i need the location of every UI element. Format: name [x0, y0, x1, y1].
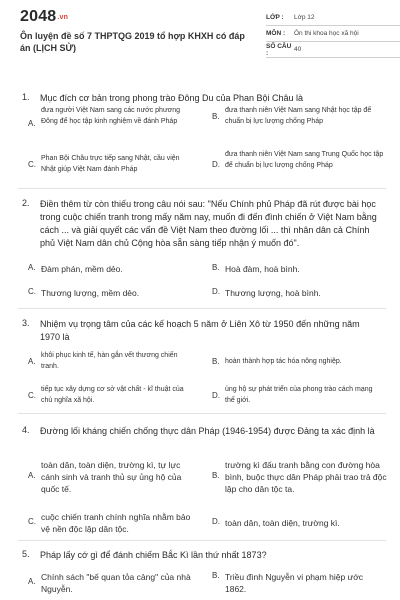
- option-letter: B.: [212, 471, 220, 480]
- option-letter: B.: [212, 357, 220, 366]
- meta-info: [266, 10, 400, 58]
- meta-value: Lớp 12: [294, 14, 315, 21]
- option-letter: B.: [212, 112, 220, 121]
- option-text: ủng hộ sự phát triển của phong trào cách mạng thế giới.: [225, 386, 373, 404]
- option-text: đưa thanh niên Việt Nam sang Trung Quốc học tập để chuẩn bị lực lượng chống Pháp: [225, 151, 384, 169]
- question-text: Mục đích cơ bản trong phong trào Đông Du của Phan Bội Châu là: [40, 93, 304, 103]
- option-letter: C.: [28, 391, 36, 400]
- option-text: Thương lượng, hoà bình.: [225, 288, 321, 298]
- meta-label: MÔN :: [266, 30, 286, 37]
- option-text: Phan Bội Châu trực tiếp sang Nhật, cầu viện Nhật giúp Việt Nam đánh Pháp: [41, 155, 180, 173]
- option-text: toàn dân, toàn diện, trường kì, tự lực cánh sinh và tranh thủ sự ủng hộ của quốc tế.: [41, 460, 182, 494]
- option-letter: D.: [212, 160, 220, 169]
- option-text: đưa thanh niên Việt Nam sang Nhật học tập để chuẩn bị lực lượng chống Pháp: [225, 107, 372, 125]
- question-number: 1.: [22, 92, 30, 102]
- option-letter: D.: [212, 391, 220, 400]
- option-text: cuộc chiến tranh chính nghĩa nhằm bảo vệ nền độc lập dân tộc.: [41, 512, 191, 534]
- divider: [18, 540, 386, 541]
- meta-row-class: [266, 10, 400, 26]
- option-text: Triều đình Nguyễn vi phạm hiệp ước 1862.: [225, 572, 364, 594]
- option-text: Thương lượng, mềm dẻo.: [41, 288, 140, 298]
- option-letter: A.: [28, 119, 36, 128]
- option-text: toàn dân, toàn diện, trường kì.: [225, 518, 340, 528]
- document-title: Ôn luyện đề số 7 THPTQG 2019 tổ hợp KHXH có đáp án (LỊCH SỬ): [20, 31, 245, 53]
- option-letter: A.: [28, 263, 36, 272]
- question-number: 3.: [22, 318, 30, 328]
- option-text: hoàn thành hợp tác hóa nông nghiệp.: [225, 358, 342, 365]
- option-letter: B.: [212, 571, 220, 580]
- option-letter: C.: [28, 160, 36, 169]
- question-text: Pháp lấy cớ gì để đánh chiếm Bắc Kì lần thứ nhất 1873?: [40, 550, 267, 560]
- option-text: đưa người Việt Nam sang các nước phương Đông để học tập kinh nghiệm về đánh Pháp: [41, 107, 181, 125]
- divider: [18, 413, 386, 414]
- option-letter: A.: [28, 471, 36, 480]
- logo-main: 2048: [20, 8, 57, 25]
- option-letter: A.: [28, 577, 36, 586]
- question-text: Đường lối kháng chiến chống thực dân Pháp (1946-1954) được Đảng ta xác định là: [40, 426, 375, 436]
- option-text: khôi phục kinh tế, hàn gắn vết thương chiến tranh.: [41, 352, 178, 370]
- question-number: 4.: [22, 425, 30, 435]
- question-number: 5.: [22, 549, 30, 559]
- option-text: Đàm phán, mềm dẻo.: [41, 264, 123, 274]
- meta-label: SỐ CÂU :: [266, 42, 292, 57]
- question-text: Điền thêm từ còn thiếu trong câu nói sau: "Nếu Chính phủ Pháp đã rút được bài học trong cuộc chiến tranh trong mấy năm nay, muốn đi đến đình chiến ở Việt Nam bằng cách ... và giải quyết các vấn đề Việt Nam theo đường lối ... thì nhân dân cả Chính phủ Việt Nam dân chủ Cộng hòa sẵn sàng tiếp nhận ý muốn đó".: [40, 199, 377, 248]
- option-letter: D.: [212, 517, 220, 526]
- option-letter: A.: [28, 357, 36, 366]
- meta-value: 40: [294, 46, 302, 53]
- meta-value: Ôn thi khoa học xã hội: [294, 30, 359, 37]
- divider: [18, 188, 386, 189]
- option-letter: C.: [28, 517, 36, 526]
- question-text: Nhiệm vụ trọng tâm của các kế hoạch 5 năm ở Liên Xô từ 1950 đến những năm 1970 là: [40, 319, 360, 342]
- logo-suffix: .vn: [57, 14, 69, 21]
- header: [12, 0, 388, 62]
- meta-row-count: [266, 42, 400, 58]
- option-text: Chính sách "bế quan tỏa cảng" của nhà Nguyễn.: [41, 572, 191, 594]
- option-text: tiếp tục xây dựng cơ sở vật chất - kĩ thuật của chủ nghĩa xã hội.: [41, 386, 184, 404]
- option-letter: B.: [212, 263, 220, 272]
- site-logo[interactable]: [20, 8, 68, 26]
- option-letter: C.: [28, 287, 36, 296]
- option-text: trường kì đấu tranh bằng con đường hòa bình, buộc thực dân Pháp phải trao trả độc lập cho dân tộc ta.: [225, 460, 387, 494]
- divider: [18, 308, 386, 309]
- meta-label: LỚP :: [266, 14, 284, 21]
- question-number: 2.: [22, 198, 30, 208]
- meta-row-subject: [266, 26, 400, 42]
- option-letter: D.: [212, 287, 220, 296]
- option-text: Hoà đàm, hoà bình.: [225, 264, 300, 274]
